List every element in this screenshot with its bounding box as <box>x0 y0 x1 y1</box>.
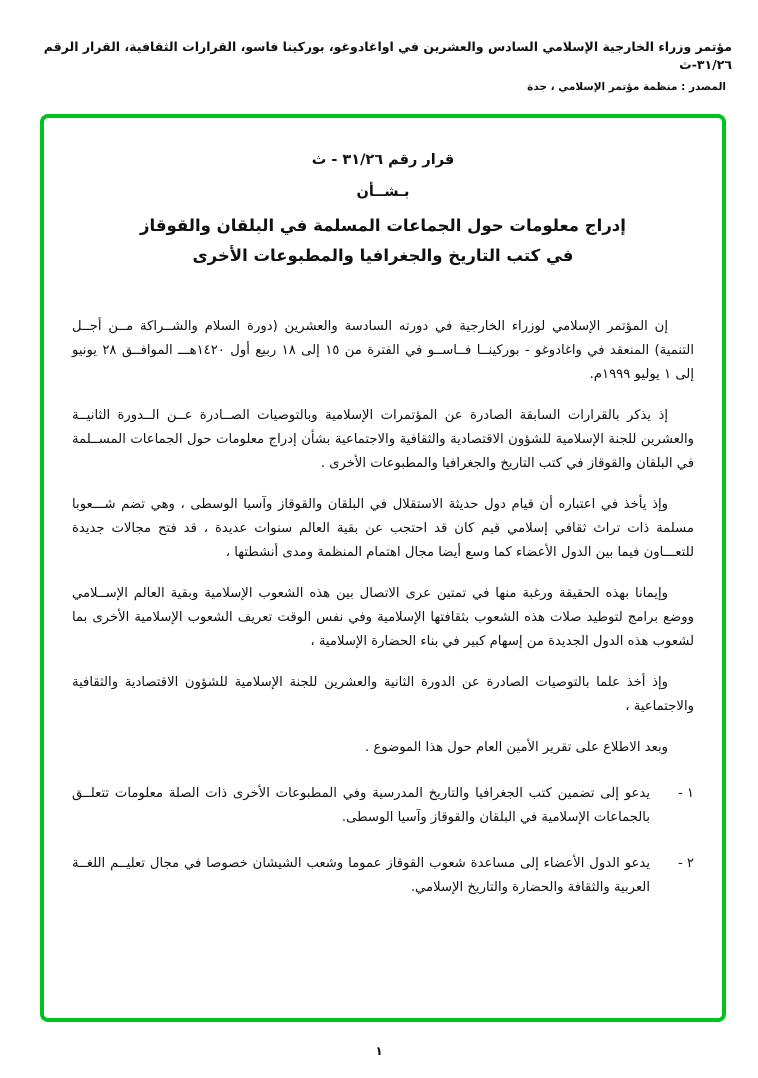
item-text: يدعو إلى تضمين كتب الجغرافيا والتاريخ المدرسية وفي المطبوعات الأخرى ذات الصلة معلومات تتعلــق بالجماعات الإسلامية في البلقان والقوقاز وآسيا الوسطى. <box>72 786 650 825</box>
preamble-paragraph: إذ يذكر بالقرارات السابقة الصادرة عن المؤتمرات الإسلامية وبالتوصيات الصــادرة عــن الــدورة الثانيــة والعشرين للجنة الإسلامية للشؤون الاقتصادية والثقافية والاجتماعية بشأن إدراج معلومات حول الجماعات المســلمة في البلقان والقوقاز في كتب التاريخ والجغرافيا والمطبوعات الأخرى . <box>72 408 694 471</box>
item-number: ١ - <box>677 786 694 801</box>
resolution-title-block <box>72 152 694 265</box>
operative-item <box>72 782 694 830</box>
preamble-paragraph: وإذ أخذ علما بالتوصيات الصادرة عن الدورة الثانية والعشرين للجنة الإسلامية للشؤون الاقتصادية والثقافية والاجتماعية ، <box>72 675 694 714</box>
operative-item <box>72 852 694 900</box>
resolution-subject-line-2: في كتب التاريخ والجغرافيا والمطبوعات الأخرى <box>192 246 574 265</box>
document-header <box>26 38 732 93</box>
header-citation-line: مؤتمر وزراء الخارجية الإسلامي السادس والعشرين في اواغادوغو، بوركينا فاسو، القرارات الثقافية، القرار الرقم ٣١/٢٦-ث <box>43 39 732 73</box>
resolution-subject-line-1: إدراج معلومات حول الجماعات المسلمة في البلقان والقوقاز <box>140 216 626 235</box>
operative-items <box>72 782 694 900</box>
preamble-paragraph: وإذ يأخذ في اعتباره أن قيام دول حديثة الاستقلال في البلقان والقوقاز وآسيا الوسطى ، وهي تضم شـــعوبا مسلمة ذات تراث ثقافي إسلامي قيم كان قد احتجب عن بقية العالم سنوات عديدة ، قد فتح مجالات جديدة للتعـــاون فيما بين الدول الأعضاء كما وسع أيضا مجال اهتمام المنظمة ومدى أنشطتها ، <box>72 497 694 560</box>
page-number: ١ <box>375 1044 383 1058</box>
preamble-paragraph: إن المؤتمر الإسلامي لوزراء الخارجية في دورته السادسة والعشرين (دورة السلام والشــراكة مــن أجــل التنمية) المنعقد في واغادوغو - بوركينــا فــاســو في الفترة من ١٥ إلى ١٨ ربيع أول ١٤٢٠هـــ الموافــق ٢٨ يونيو إلى ١ يوليو ١٩٩٩م. <box>72 319 694 382</box>
resolution-regarding-label: بـشــأن <box>356 184 410 200</box>
resolution-body <box>72 315 694 900</box>
resolution-frame <box>40 114 726 1022</box>
resolution-number: قرار رقم ٣١/٢٦ - ث <box>311 152 455 168</box>
item-text: يدعو الدول الأعضاء إلى مساعدة شعوب القوقاز عموما وشعب الشيشان خصوصا في مجال تعليــم اللغــة العربية والثقافة والحضارة والتاريخ الإسلامي. <box>72 856 650 895</box>
preamble-paragraph: وبعد الاطلاع على تقرير الأمين العام حول هذا الموضوع . <box>364 740 668 755</box>
header-source-line: المصدر : منظمة مؤتمر الإسلامي ، جدة <box>527 81 726 94</box>
preamble-paragraph: وإيمانا بهذه الحقيقة ورغبة منها في تمتين عرى الاتصال بين هذه الشعوب الإسلامية وبقية العالم الإســلامي ووضع برامج لتوطيد صلات هذه الشعوب بثقافتها الإسلامية وفي نفس الوقت تعريف الشعوب الإسلامية الأخرى بما لشعوب هذه الدول الجديدة من إسهام كبير في بناء الحضارة الإسلامية ، <box>72 586 694 649</box>
item-number: ٢ - <box>677 856 694 871</box>
